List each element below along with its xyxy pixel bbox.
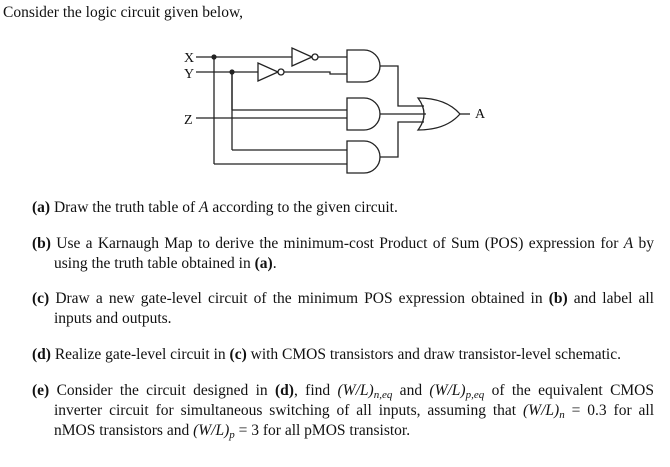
input-label-x: X <box>184 51 195 66</box>
question-b: (b) Use a Karnaugh Map to derive the minimum-cost Product of Sum (POS) expression for A by using the truth table obtained in (a). <box>32 235 654 272</box>
input-label-z: Z <box>184 113 193 128</box>
logic-circuit-diagram <box>0 0 670 190</box>
question-e: (e) Consider the circuit designed in (d), find $(W/L)_{n,eq}$ and $(W/L)_{p,eq}$ of the equivalent CMOS inverter circuit for simultaneous switching of all inputs, assuming that $(W/L)_n = 0.3$ for all nMOS transistors and $(W/L)_p = 3$ for all pMOS transistor. <box>32 382 655 441</box>
question-a-tag: (a) <box>32 199 51 216</box>
and-gate-3 <box>347 141 380 173</box>
intro-text: Consider the logic circuit given below, <box>3 4 244 21</box>
not-gate-y <box>258 63 278 81</box>
not-gate-x <box>292 48 312 66</box>
question-d-tag: (d) <box>32 346 51 363</box>
junction-dot <box>211 54 216 59</box>
question-c: (c) Draw a new gate-level circuit of the minimum POS expression obtained in (b) and label all inputs and outputs. <box>32 290 654 327</box>
input-label-y: Y <box>184 67 195 82</box>
or-gate <box>418 98 460 130</box>
question-a: (a) Draw the truth table of A according to the given circuit. <box>32 199 398 216</box>
question-b-tag: (b) <box>32 235 51 252</box>
and-gate-1 <box>347 50 380 82</box>
output-label-a: A <box>475 107 486 122</box>
junction-dot <box>229 69 234 74</box>
question-d: (d) Realize gate-level circuit in (c) with CMOS transistors and draw transistor-level schematic. <box>32 346 621 363</box>
and-gate-2 <box>347 98 380 130</box>
question-e-tag: (e) <box>32 382 50 399</box>
question-c-tag: (c) <box>32 290 50 307</box>
